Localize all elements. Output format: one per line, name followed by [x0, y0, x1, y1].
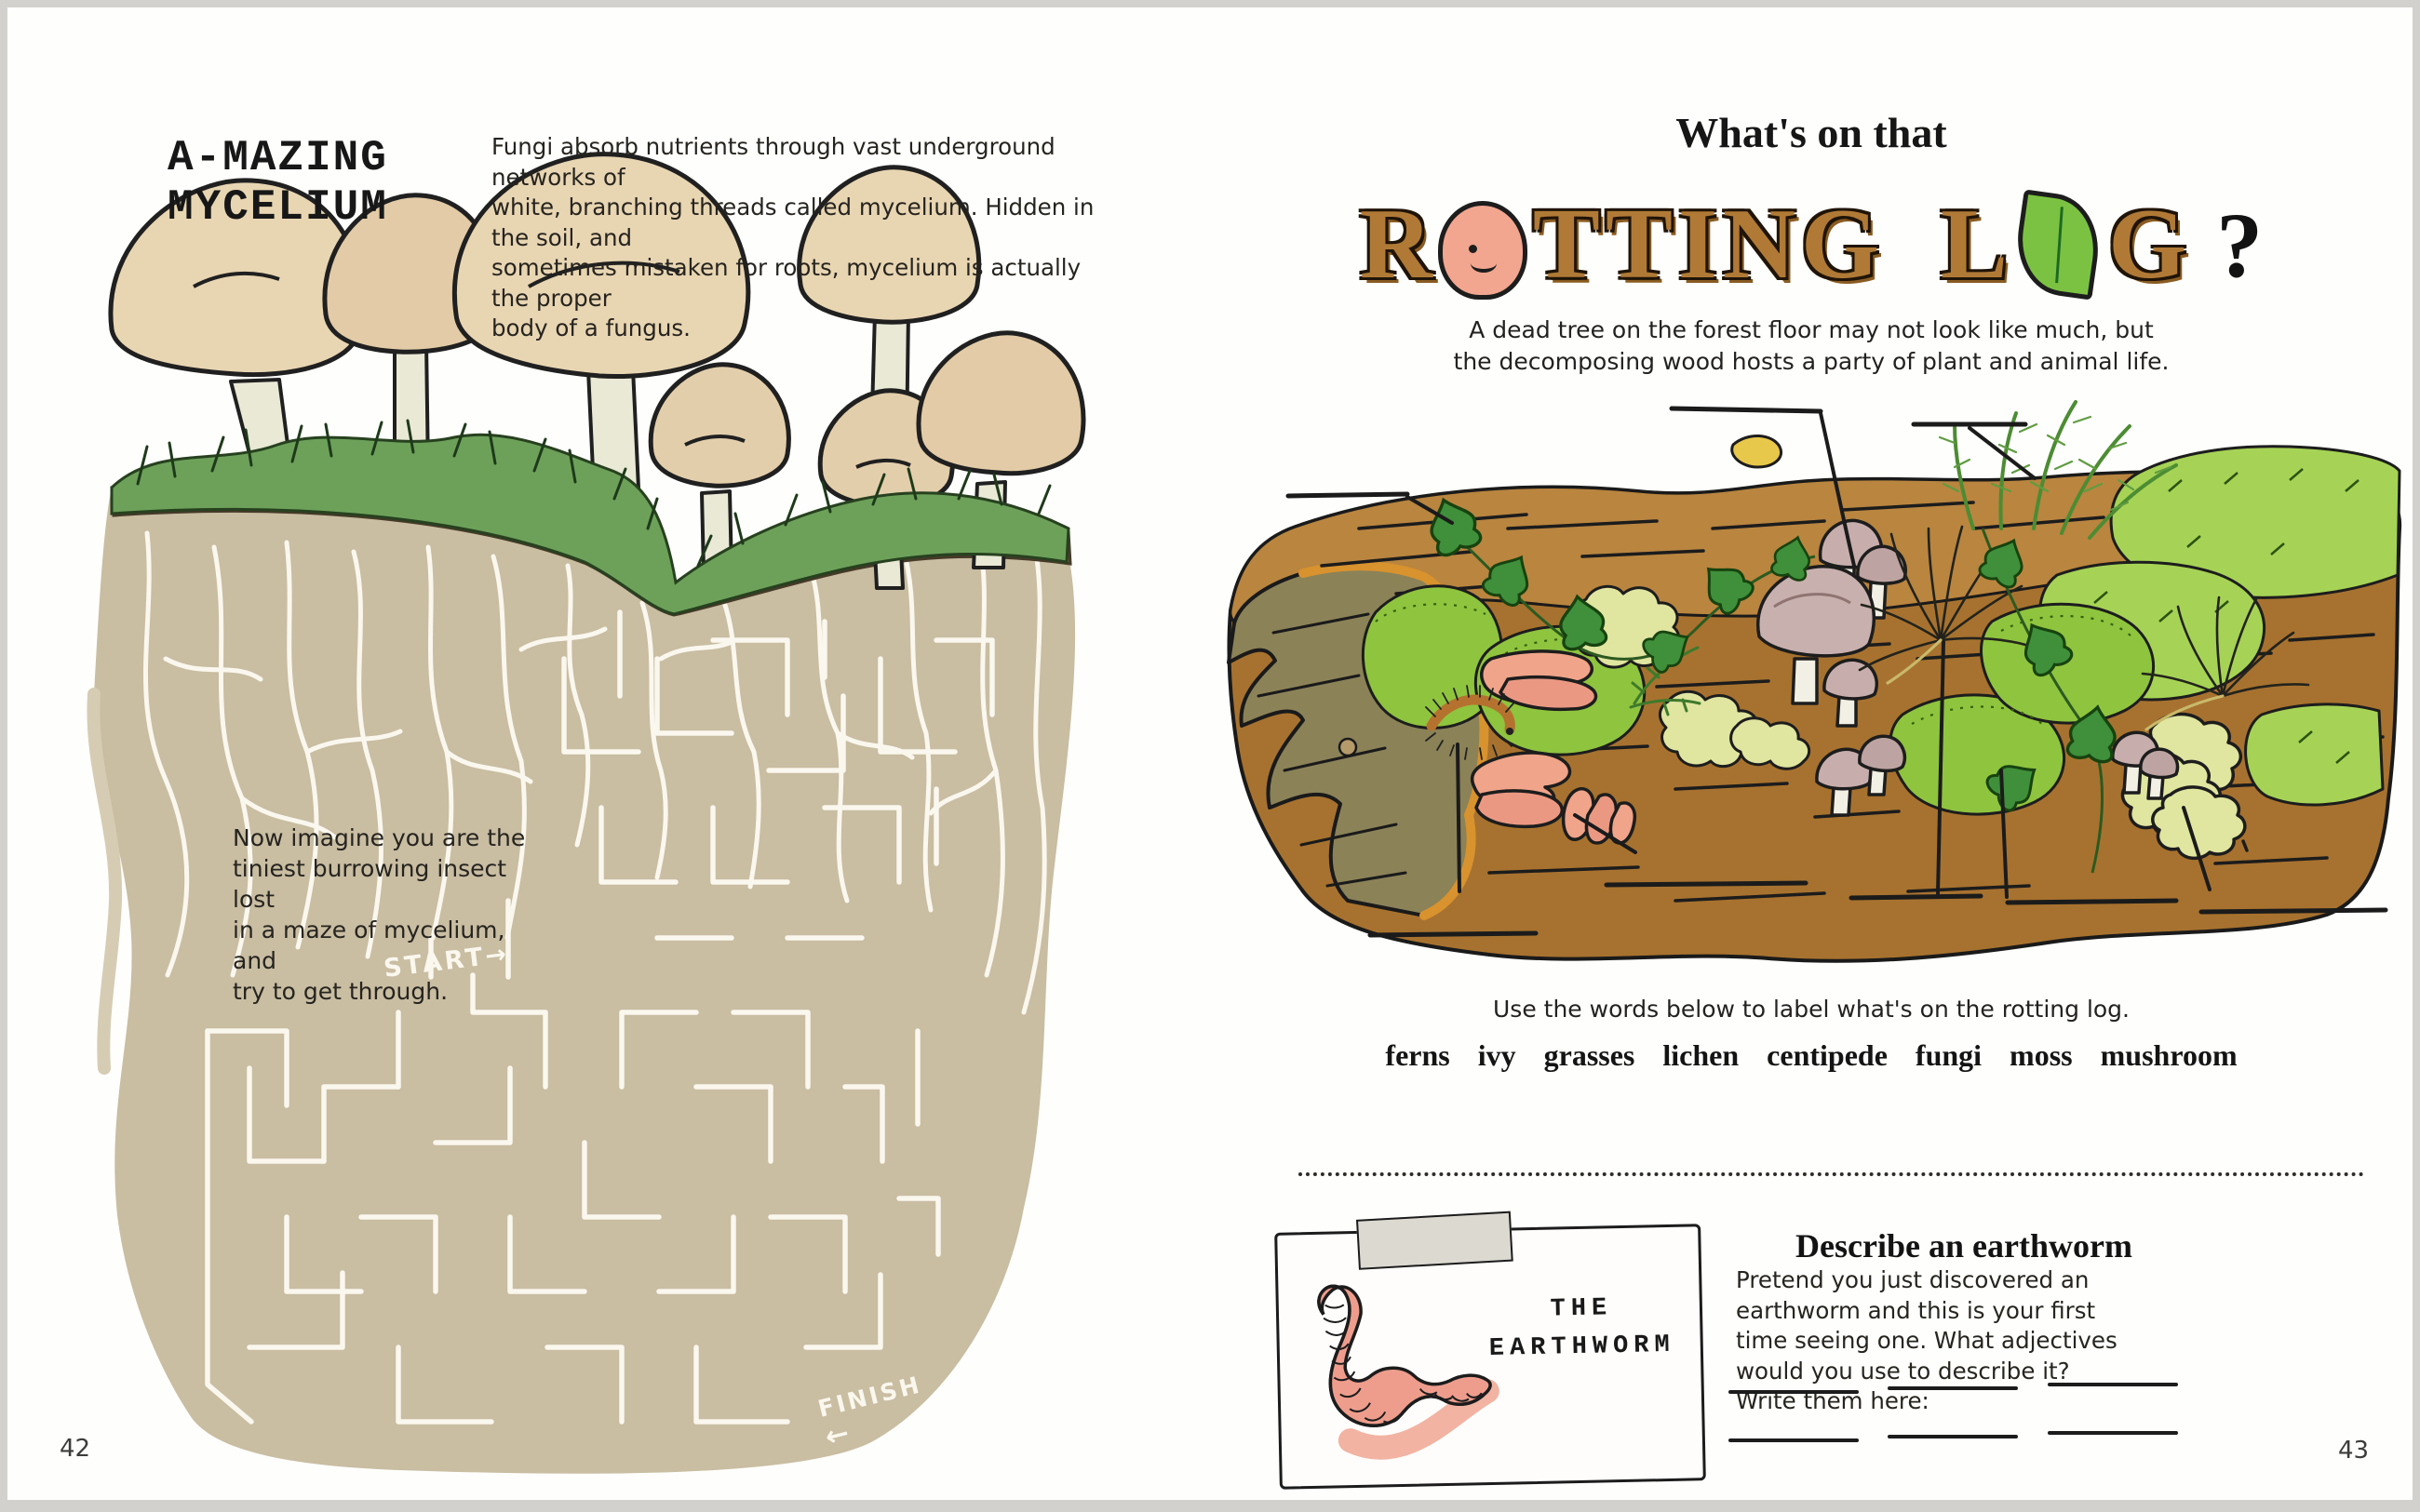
left-page: [7, 7, 1210, 1500]
wood-letter: G: [1801, 189, 1880, 300]
word-bank-word: centipede: [1767, 1038, 1888, 1072]
prompt-line: Now imagine you are the: [233, 824, 526, 851]
card-label: [1484, 1289, 1681, 1368]
earthworm-drawing: [1291, 1270, 1509, 1470]
intro-paragraph: [491, 132, 1096, 344]
describe-line: Write them here:: [1736, 1387, 1929, 1415]
page-title-line2: MYCELIUM: [168, 183, 388, 233]
describe-body: [1736, 1265, 2183, 1417]
word-bank-word: grasses: [1543, 1038, 1635, 1072]
card-label-line2: EARTHWORM: [1488, 1331, 1675, 1363]
earthworm-card: [1274, 1224, 1706, 1490]
answer-line[interactable]: [1728, 1390, 1859, 1394]
answer-line[interactable]: [1888, 1435, 2018, 1438]
prompt-line: in a maze of mycelium, and: [233, 917, 505, 974]
wood-letter: T: [1605, 189, 1673, 300]
dotted-divider: [1298, 1172, 2364, 1176]
page-title-line1: A-MAZING: [168, 134, 388, 182]
maze-prompt: [233, 823, 531, 1007]
wood-letter: T: [1532, 189, 1600, 300]
answer-line[interactable]: [2048, 1431, 2178, 1435]
word-bank-word: mushroom: [2100, 1038, 2238, 1072]
intro-line: white, branching threads called mycelium. Hidden in the soil, and: [491, 194, 1095, 251]
describe-heading: Describe an earthworm: [1795, 1227, 2132, 1264]
word-bank-word: ivy: [1477, 1038, 1516, 1072]
title-question-mark: ?: [2216, 193, 2264, 297]
right-page: [1210, 7, 2413, 1500]
labeling-instruction: Use the words below to label what's on the rotting log.: [1493, 996, 2130, 1023]
word-bank-word: lichen: [1662, 1038, 1740, 1072]
page-number-left: 42: [60, 1435, 91, 1463]
kicker-heading: What's on that: [1675, 109, 1947, 156]
word-bank-word: ferns: [1385, 1038, 1450, 1072]
intro-line: body of a fungus.: [491, 314, 691, 342]
wood-letter: I: [1677, 189, 1718, 300]
word-bank: [1210, 1038, 2413, 1073]
book-spread: [7, 7, 2413, 1500]
wood-letter: R: [1359, 189, 1432, 300]
answer-line[interactable]: [2048, 1383, 2178, 1386]
page-number-right: 43: [2338, 1437, 2370, 1465]
answer-line[interactable]: [1728, 1438, 1859, 1442]
word-bank-word: moss: [2010, 1038, 2073, 1072]
prompt-line: try to get through.: [233, 978, 449, 1005]
wood-letter: L: [1941, 189, 2009, 300]
subtitle-line: the decomposing wood hosts a party of plant and animal life.: [1453, 347, 2170, 375]
wood-letter: G: [2108, 189, 2187, 300]
tape-icon: [1356, 1211, 1513, 1270]
describe-line: time seeing one. What adjectives would you use to describe it?: [1736, 1327, 2118, 1385]
start-arrow-icon: →: [483, 940, 508, 971]
describe-line: Pretend you just discovered an earthworm and this is your first: [1736, 1266, 2096, 1324]
start-text: START: [382, 942, 488, 983]
intro-line: sometimes mistaken for roots, mycelium is actually the proper: [491, 254, 1082, 312]
answer-line[interactable]: [1888, 1386, 2018, 1390]
finish-arrow-icon: ←: [821, 1416, 853, 1454]
subtitle-line: A dead tree on the forest floor may not look like much, but: [1469, 316, 2154, 343]
prompt-line: tiniest burrowing insect lost: [233, 855, 507, 913]
wood-letter: N: [1723, 189, 1796, 300]
page-title: [168, 134, 388, 234]
word-bank-word: fungi: [1915, 1038, 1983, 1072]
intro-line: Fungi absorb nutrients through vast underground networks of: [491, 133, 1055, 191]
snail-icon: [1339, 739, 1356, 756]
yellow-fungus-icon: [1732, 435, 1781, 467]
finish-text: FINISH: [814, 1371, 925, 1423]
card-label-line1: THE: [1550, 1294, 1613, 1324]
